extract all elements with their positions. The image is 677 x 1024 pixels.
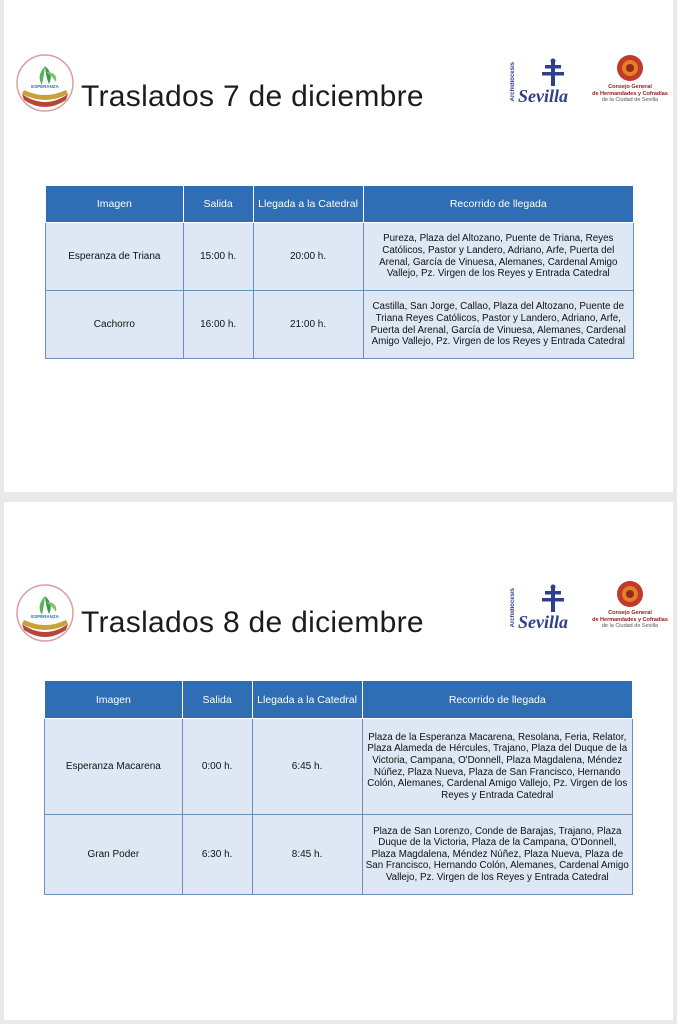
table-row — [45, 815, 633, 895]
salida-cell: 0:00 h. — [182, 719, 252, 815]
consejo-line-3: de la Ciudad de Sevilla — [601, 97, 659, 103]
llegada-cell: 8:45 h. — [252, 815, 362, 895]
column-header: Llegada a la Catedral — [253, 186, 363, 223]
salida-cell: 6:30 h. — [182, 815, 252, 895]
salida-cell: 15:00 h. — [183, 223, 253, 291]
cross-icon — [538, 58, 568, 88]
column-header: Salida — [183, 186, 253, 223]
esperanza-logo-text: ESPERANZA — [31, 614, 59, 619]
sevilla-logo-text: Sevilla — [518, 86, 568, 106]
esperanza-logo-icon — [16, 584, 74, 642]
llegada-cell: 20:00 h. — [253, 223, 363, 291]
consejo-line-1: Consejo General — [608, 610, 652, 616]
consejo-logo — [590, 580, 670, 636]
table-header-row — [45, 681, 633, 719]
consejo-line-3: de la Ciudad de Sevilla — [601, 623, 659, 629]
llegada-cell: 6:45 h. — [252, 719, 362, 815]
salida-cell: 16:00 h. — [183, 291, 253, 359]
imagen-cell: Esperanza Macarena — [45, 719, 183, 815]
llegada-cell: 21:00 h. — [253, 291, 363, 359]
document-page-2 — [4, 502, 673, 1020]
consejo-emblem-icon — [616, 54, 644, 82]
imagen-cell: Esperanza de Triana — [46, 223, 184, 291]
column-header: Recorrido de llegada — [362, 681, 632, 719]
table-row — [45, 719, 633, 815]
sevilla-logo — [510, 584, 576, 638]
page-title: Traslados 8 de diciembre — [81, 606, 424, 639]
imagen-cell: Gran Poder — [45, 815, 183, 895]
recorrido-cell: Pureza, Plaza del Altozano, Puente de Triana, Reyes Católicos, Pastor y Landero, Adriano, Arfe, Puerta del Arenal, García de Vinuesa, Alemanes, Cardenal Amigo Vallejo, Pz. Virgen de los Reyes y Entrada Catedral — [363, 223, 633, 291]
recorrido-cell: Plaza de la Esperanza Macarena, Resolana, Feria, Relator, Plaza Alameda de Hércules, Trajano, Plaza del Duque de la Victoria, Campana, O'Donnell, Plaza Magdalena, Méndez Núñez, Plaza Nueva, Plaza de San Francisco, Hernando Colón, Alemanes, Cardenal Amigo Vallejo, Pz. Virgen de los Reyes y Entrada Catedral — [362, 719, 632, 815]
column-header: Salida — [182, 681, 252, 719]
sevilla-logo-arch: Archidiócesis — [510, 588, 516, 628]
page-title: Traslados 7 de diciembre — [81, 80, 424, 113]
traslados-table — [44, 680, 633, 895]
cross-icon — [538, 584, 568, 614]
esperanza-logo-icon — [16, 54, 74, 112]
traslados-table — [45, 185, 634, 359]
esperanza-logo-text: ESPERANZA — [31, 84, 59, 89]
consejo-line-1: Consejo General — [608, 84, 652, 90]
column-header: Imagen — [45, 681, 183, 719]
imagen-cell: Cachorro — [46, 291, 184, 359]
recorrido-cell: Castilla, San Jorge, Callao, Plaza del Altozano, Puente de Triana Reyes Católicos, Pastor y Landero, Adriano, Arfe, Puerta del Arenal, García de Vinuesa, Alemanes, Cardenal Amigo Vallejo, Pz. Virgen de los Reyes y Entrada Catedral — [363, 291, 633, 359]
consejo-logo — [590, 54, 670, 110]
table-row — [46, 223, 634, 291]
table-header-row — [46, 186, 634, 223]
column-header: Llegada a la Catedral — [252, 681, 362, 719]
sevilla-logo-arch: Archidiócesis — [510, 62, 516, 102]
table-row — [46, 291, 634, 359]
sevilla-logo-text: Sevilla — [518, 612, 568, 632]
sevilla-logo — [510, 58, 576, 112]
column-header: Recorrido de llegada — [363, 186, 633, 223]
consejo-line-2: de Hermandades y Cofradías — [592, 616, 668, 623]
consejo-line-2: de Hermandades y Cofradías — [592, 90, 668, 97]
recorrido-cell: Plaza de San Lorenzo, Conde de Barajas, Trajano, Plaza Duque de la Victoria, Plaza de la Campana, O'Donnell, Plaza Magdalena, Méndez Núñez, Plaza Nueva, Plaza de San Francisco, Hernando Colón, Alemanes, Cardenal Amigo Vallejo, Pz. Virgen de los Reyes y Entrada Catedral — [362, 815, 632, 895]
consejo-emblem-icon — [616, 580, 644, 608]
column-header: Imagen — [46, 186, 184, 223]
document-page-1 — [4, 0, 673, 492]
